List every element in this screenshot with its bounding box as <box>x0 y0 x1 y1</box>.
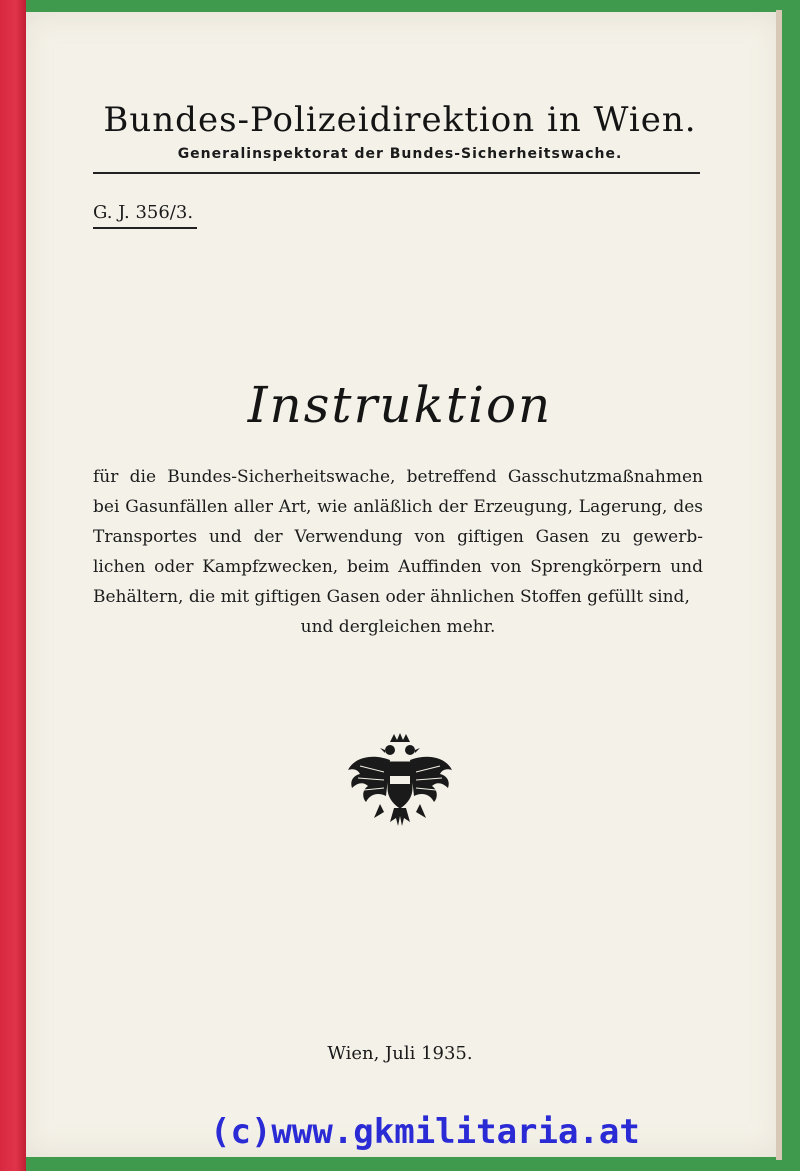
page-edge <box>776 10 782 1160</box>
description-line: Behältern, die mit giftigen Gasen oder ähnlichen Stoffen gefüllt sind, <box>93 587 690 607</box>
description-block <box>93 462 703 642</box>
document-title: Instruktion <box>247 376 553 434</box>
scan-edge-bottom <box>0 1155 800 1171</box>
header-rule <box>93 172 700 174</box>
description-line: lichen oder Kampfzwecken, beim Auffinden von Sprengkörpern und <box>93 557 703 577</box>
austrian-eagle-emblem-icon <box>340 732 460 832</box>
binding-strip <box>0 0 26 1171</box>
description-line: Gasunfällen aller Art, wie anläßlich der Erzeugung, Lagerung, des <box>125 497 703 517</box>
department-subheading: Generalinspektorat der Bundes-Sicherheitswache. <box>177 146 623 162</box>
description-line: und dergleichen mehr. <box>300 617 496 637</box>
place-and-date: Wien, Juli 1935. <box>327 1043 473 1064</box>
description-line: für die Bundes-Sicherheitswache, betreffend Gasschutzmaßnahmen bei <box>93 467 703 517</box>
scan-edge-right <box>780 0 800 1171</box>
reference-number: G. J. 356/3. <box>93 202 194 223</box>
organization-heading: Bundes-Polizeidirektion in Wien. <box>103 100 697 140</box>
description-line: Transportes und der Verwendung von giftigen Gasen zu gewerb- <box>93 527 703 547</box>
copyright-watermark: (c)www.gkmilitaria.at <box>210 1112 640 1152</box>
reference-underline <box>93 227 197 229</box>
